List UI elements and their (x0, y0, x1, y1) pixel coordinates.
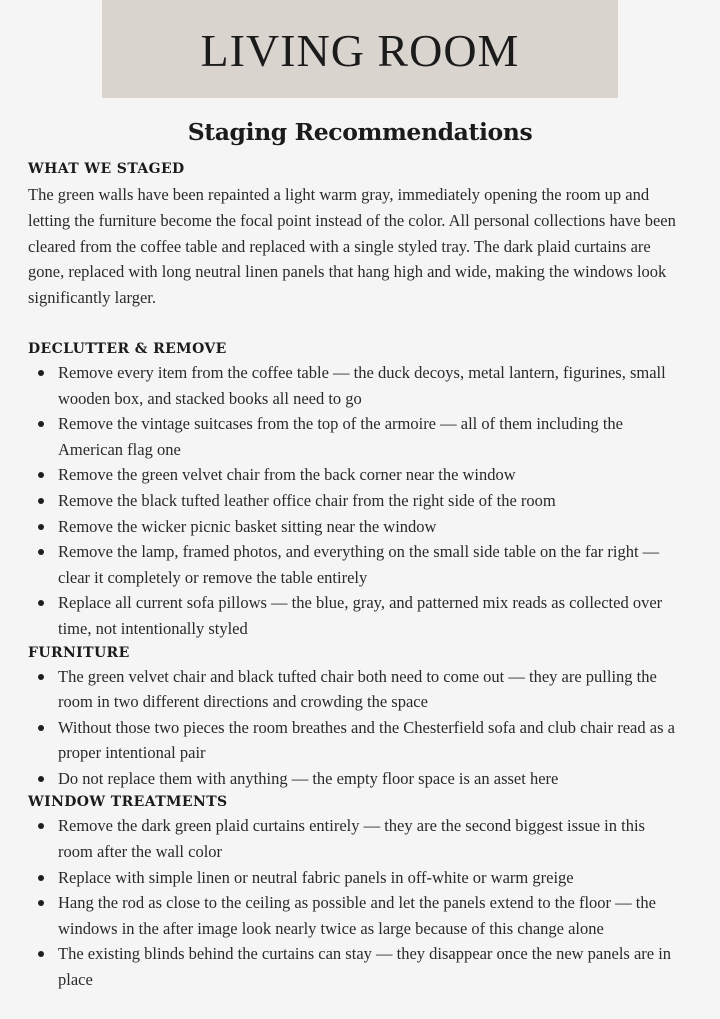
section-declutter-remove (28, 338, 688, 642)
list-item (28, 488, 680, 514)
list-item (28, 462, 680, 488)
bullet-list (28, 813, 688, 992)
list-item (28, 411, 680, 462)
page-subtitle: Staging Recommendations (187, 118, 533, 146)
list-item (28, 360, 680, 411)
list-item-text: Remove every item from the coffee table — the duck decoys, metal lantern, figurines, small wooden box, and stacked books all need to go (58, 362, 666, 408)
list-item-text: Remove the black tufted leather office chair from the right side of the room (58, 490, 556, 510)
bullet-list (28, 664, 688, 792)
list-item (28, 514, 680, 540)
section-heading: FURNITURE (28, 644, 130, 661)
list-item-text: The existing blinds behind the curtains can stay — they disappear once the new panels are in place (58, 944, 672, 990)
bullet-icon (38, 421, 44, 427)
list-item (28, 865, 680, 891)
bullet-icon (38, 776, 44, 782)
section-furniture (28, 642, 688, 792)
document-body (28, 158, 688, 993)
list-item (28, 590, 680, 641)
list-item (28, 813, 680, 864)
bullet-icon (38, 600, 44, 606)
bullet-icon (38, 549, 44, 555)
bullet-icon (38, 823, 44, 829)
section-heading: WHAT WE STAGED (28, 161, 185, 177)
list-item (28, 941, 680, 992)
list-item (28, 715, 680, 766)
bullet-icon (38, 370, 44, 376)
bullet-icon (38, 875, 44, 881)
list-item-text: Replace all current sofa pillows — the blue, gray, and patterned mix reads as collected over time, not intentionally styled (58, 593, 663, 638)
list-item-text: Do not replace them with anything — the empty floor space is an asset here (58, 768, 559, 788)
bullet-icon (38, 524, 44, 530)
list-item (28, 539, 680, 590)
section-what-we-staged (28, 158, 688, 311)
list-item-text: Without those two pieces the room breathes and the Chesterfield sofa and club chair read as a proper intentional pair (58, 717, 675, 763)
title-banner (102, 0, 618, 98)
list-item-text: Remove the lamp, framed photos, and everything on the small side table on the far right — clear it completely or remove the table entirely (58, 542, 660, 587)
section-spacer (28, 311, 688, 338)
bullet-icon (38, 725, 44, 731)
page-title: LIVING ROOM (200, 24, 520, 76)
list-item (28, 664, 680, 715)
list-item (28, 890, 680, 941)
section-window-treatments (28, 791, 688, 992)
bullet-icon (38, 472, 44, 478)
bullet-icon (38, 900, 44, 906)
list-item-text: Remove the dark green plaid curtains entirely — they are the second biggest issue in this room after the wall color (58, 816, 645, 862)
list-item-text: Remove the vintage suitcases from the top of the armoire — all of them including the American flag one (58, 414, 623, 459)
list-item-text: Hang the rod as close to the ceiling as possible and let the panels extend to the floor — the windows in the after image look nearly twice as large because of this change alone (58, 893, 656, 938)
section-heading: WINDOW TREATMENTS (28, 794, 228, 811)
list-item-text: The green velvet chair and black tufted chair both need to come out — they are pulling the room in two different directions and crowding the space (58, 666, 657, 712)
section-paragraph: The green walls have been repainted a light warm gray, immediately opening the room up and letting the furniture become the focal point instead of the color. All personal collections have been cleared from the coffee table and replaced with a single styled tray. The dark plaid curtains are gone, replaced with long neutral linen panels that hang high and wide, making the windows look significantly larger. (28, 185, 676, 308)
list-item (28, 766, 680, 792)
bullet-list (28, 360, 688, 642)
list-item-text: Remove the green velvet chair from the back corner near the window (58, 465, 516, 485)
bullet-icon (38, 951, 44, 957)
bullet-icon (38, 498, 44, 504)
section-heading: DECLUTTER & REMOVE (28, 340, 227, 357)
list-item-text: Remove the wicker picnic basket sitting near the window (58, 516, 437, 536)
bullet-icon (38, 674, 44, 680)
list-item-text: Replace with simple linen or neutral fabric panels in off-white or warm greige (58, 867, 574, 887)
